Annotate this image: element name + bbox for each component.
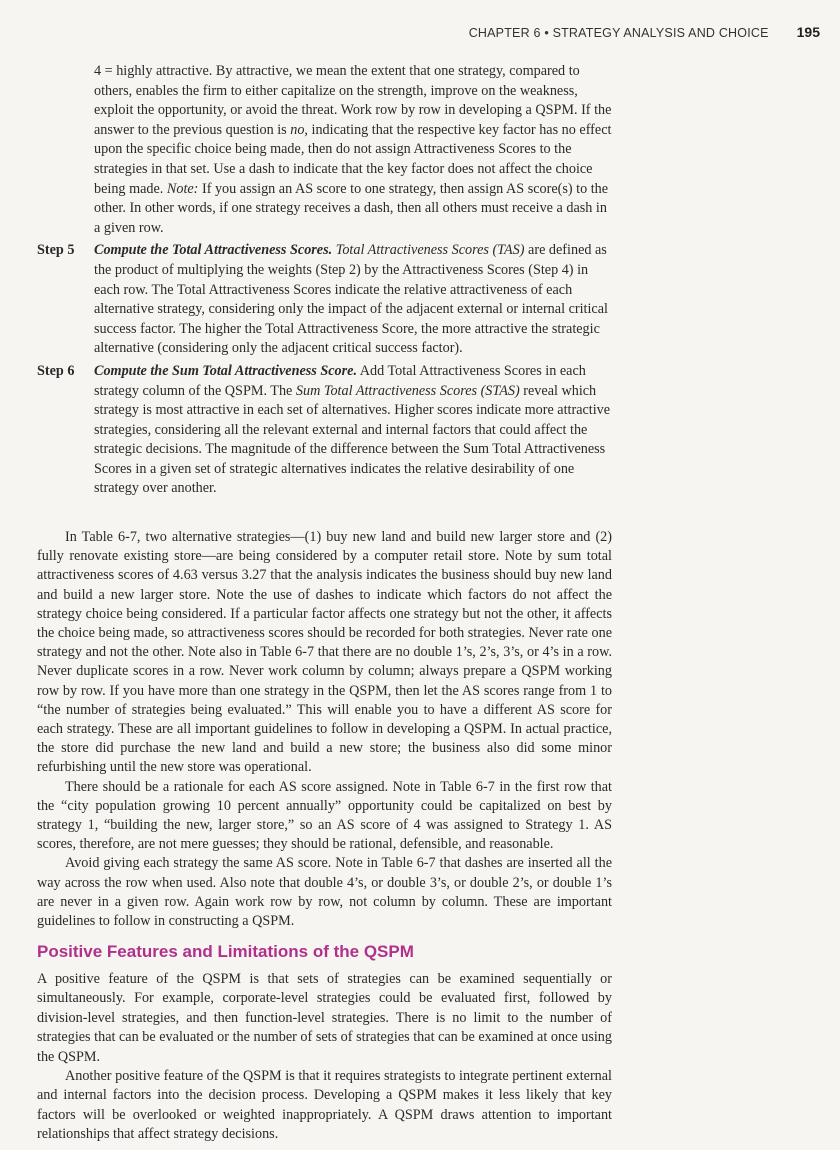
- step-list: [37, 62, 612, 499]
- running-header: [469, 24, 820, 40]
- step-6-body: Compute the Sum Total Attractiveness Score. Add Total Attractiveness Scores in each strategy column of the QSPM. The Sum Total Attractiveness Scores (STAS) reveal which strategy is most attractive in each set of alternatives. Higher scores indicate more attractive strategies, considering all the relevant external and internal factors that could affect the strategic decisions. The magnitude of the difference between the Sum Total Attractiveness Scores in a given set of strategic alternatives indicates the relative desirability of one strategy over another.: [94, 362, 611, 497]
- section-heading: Positive Features and Limitations of the QSPM: [37, 942, 414, 961]
- page-number: 195: [796, 24, 820, 40]
- step-5: [37, 241, 612, 359]
- paragraph: A positive feature of the QSPM is that sets of strategies can be examined sequentially or simultaneously. For example, corporate-level strategies could be evaluated first, followed by division-level strategies, and then function-level strategies. There is no limit to the number of strategies that can be evaluated or the number of sets of strategies that can be examined at once using the QSPM.: [37, 971, 612, 1065]
- step-6-label: Step 6: [37, 362, 75, 379]
- paragraph: In Table 6-7, two alternative strategies—(1) buy new land and build new larger store and (2) fully renovate existing store—are being considered by a computer retail store. Note by sum total attractiveness scores of 4.63 versus 3.27 that the analysis indicates the business should buy new land and build a new larger store. Note the use of dashes to indicate which factors do not affect the strategy choice being considered. If a particular factor affects one strategy but not the other, it affects the choice being made, so attractiveness scores should be recorded for both strategies. Never rate one strategy and not the other. Note also in Table 6-7 that there are no double 1’s, 2’s, 3’s, or 4’s in a row. Never duplicate scores in a row. Never work column by column; always prepare a QSPM working row by row. If you have more than one strategy in the QSPM, then let the AS scores range from 1 to “the number of strategies being evaluated.” This will enable you to have a different AS score for each strategy. These are all important guidelines to follow in developing a QSPM. In actual practice, the store did purchase the new land and build a new store; the business also did some minor refurbishing until the new store was operational.: [37, 529, 612, 776]
- step-6: [37, 362, 612, 499]
- step-5-body: Compute the Total Attractiveness Scores. Total Attractiveness Scores (TAS) are defined as the product of multiplying the weights (Step 2) by the Attractiveness Scores (Step 4) in each row. The Total Attractiveness Scores indicate the relative attractiveness of each alternative strategy, considering only the impact of the adjacent external or internal critical success factor. The higher the Total Attractiveness Score, the more attractive the strategic alternative (considering only the adjacent critical success factor).: [94, 242, 608, 357]
- body-text: [37, 528, 612, 931]
- step4-continuation: 4 = highly attractive. By attractive, we mean the extent that one strategy, compared to others, enables the firm to either capitalize on the strength, improve on the weakness, exploit the opportunity, or avoid the threat. Work row by row in developing a QSPM. If the answer to the previous question is no, indicating that the respective key factor has no effect upon the specific choice being made, then do not assign Attractiveness Scores to the strategies in that set. Use a dash to indicate that the key factor does not affect the choice being made. Note: If you assign an AS score to one strategy, then assign AS score(s) to the other. In other words, if one strategy receives a dash, then all others must receive a dash in a given row.: [94, 63, 612, 236]
- step-5-label: Step 5: [37, 242, 75, 259]
- section-body: [37, 970, 612, 1145]
- paragraph: There should be a rationale for each AS score assigned. Note in Table 6-7 in the first row that the “city population growing 10 percent annually” opportunity could be capitalized on best by strategy 1, “building the new, larger store,” so an AS score of 4 was assigned to Strategy 1. AS scores, therefore, are not mere guesses; they should be rational, defensible, and reasonable.: [37, 778, 612, 853]
- paragraph: Avoid giving each strategy the same AS score. Note in Table 6-7 that dashes are inserted all the way across the row when used. Also note that double 4’s, or double 3’s, or double 2’s, or double 1’s are never in a given row. Again work row by row, not column by column. These are important guidelines to follow in constructing a QSPM.: [37, 855, 612, 930]
- chapter-title: CHAPTER 6 • STRATEGY ANALYSIS AND CHOICE: [468, 26, 769, 40]
- paragraph: Another positive feature of the QSPM is that it requires strategists to integrate pertinent external and internal factors into the decision process. Developing a QSPM makes it less likely that key factors will be overlooked or weighted inappropriately. A QSPM draws attention to important relationships that affect strategy decisions.: [37, 1068, 612, 1143]
